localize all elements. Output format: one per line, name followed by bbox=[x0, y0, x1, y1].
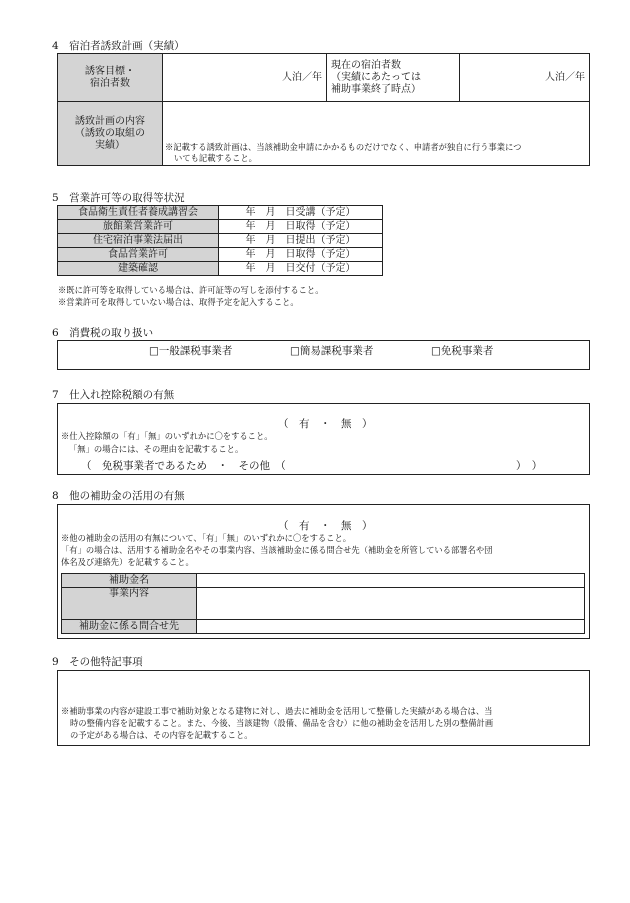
permit-label: 住宅宿泊事業法届出 bbox=[58, 234, 219, 248]
special-note-3: の予定がある場合は、その内容を記載すること。 bbox=[70, 730, 253, 740]
subsidy-name-label: 補助金名 bbox=[62, 574, 197, 588]
section-5-heading: 5 営業許可等の取得等状況 bbox=[52, 192, 185, 204]
special-note-1: ※補助事業の内容が建設工事で補助対象となる建物に対し、過去に補助金を活用して整備した実績がある場合は、当 bbox=[61, 706, 493, 716]
target-unit: 人泊／年 bbox=[282, 71, 322, 83]
other-subsidy-note-1: ※他の補助金の活用の有無について、「有」「無」のいずれかに〇をすること。 bbox=[61, 533, 352, 543]
target-value-cell[interactable] bbox=[163, 54, 327, 102]
permit-date[interactable]: 年 月 日取得（予定） bbox=[219, 248, 383, 262]
other-subsidy-table bbox=[61, 573, 585, 634]
subsidy-content-field[interactable] bbox=[197, 588, 585, 620]
plan-content-cell[interactable] bbox=[163, 102, 590, 166]
deduction-box bbox=[57, 403, 590, 475]
section-6-heading: 6 消費税の取り扱い bbox=[52, 327, 154, 339]
permit-label: 旅館業営業許可 bbox=[58, 220, 219, 234]
deduction-choice[interactable]: （ 有 ・ 無 ） bbox=[278, 418, 373, 430]
target-label-cell: 誘客目標・ 宿泊者数 bbox=[58, 54, 163, 102]
permit-date[interactable]: 年 月 日交付（予定） bbox=[219, 262, 383, 276]
permit-label: 食品衛生責任者養成講習会 bbox=[58, 206, 219, 220]
other-subsidy-note-2: 「有」の場合は、活用する補助金名やその事業内容、当該補助金に係る問合せ先（補助金を所管している部署名や団 bbox=[61, 545, 493, 555]
permit-label: 建築確認 bbox=[58, 262, 219, 276]
current-label-cell: 現在の宿泊者数 （実績にあたっては 補助事業終了時点） bbox=[327, 54, 460, 102]
permit-date[interactable]: 年 月 日提出（予定） bbox=[219, 234, 383, 248]
tax-option-exempt[interactable]: □免税事業者 bbox=[431, 345, 494, 357]
deduction-reason-close: ） ） bbox=[516, 460, 543, 472]
plan-note-1: ※記載する誘致計画は、当該補助金申請にかかるものだけでなく、申請者が独自に行う事業につ bbox=[165, 142, 522, 152]
tax-handling-box bbox=[57, 340, 590, 370]
current-unit: 人泊／年 bbox=[545, 71, 585, 83]
other-subsidy-choice[interactable]: （ 有 ・ 無 ） bbox=[278, 520, 373, 532]
permit-note-1: ※既に許可等を取得している場合は、許可証等の写しを添付すること。 bbox=[58, 285, 324, 295]
current-value-cell[interactable] bbox=[460, 54, 590, 102]
invitation-plan-table bbox=[57, 53, 590, 166]
subsidy-contact-field[interactable] bbox=[197, 620, 585, 634]
other-subsidy-box bbox=[57, 504, 590, 639]
subsidy-name-field[interactable] bbox=[197, 574, 585, 588]
section-8-heading: 8 他の補助金の活用の有無 bbox=[52, 490, 185, 502]
deduction-note-2: 「無」の場合には、その理由を記載すること。 bbox=[69, 444, 244, 454]
tax-option-simplified[interactable]: □簡易課税事業者 bbox=[290, 345, 374, 357]
section-4-heading: 4 宿泊者誘致計画（実績） bbox=[52, 40, 185, 52]
plan-note-2: いても記載すること。 bbox=[174, 152, 257, 163]
tax-option-general[interactable]: □一般課税事業者 bbox=[149, 345, 233, 357]
special-notes-box[interactable] bbox=[57, 670, 590, 746]
permit-date[interactable]: 年 月 日受講（予定） bbox=[219, 206, 383, 220]
section-7-heading: 7 仕入れ控除税額の有無 bbox=[52, 389, 175, 401]
subsidy-contact-label: 補助金に係る問合せ先 bbox=[62, 620, 197, 634]
permit-date[interactable]: 年 月 日取得（予定） bbox=[219, 220, 383, 234]
special-note-2: 時の整備内容を記載すること。また、今後、当該建物（設備、備品を含む）に他の補助金を活用した別の整備計画 bbox=[70, 718, 494, 728]
other-subsidy-note-3: 体名及び連絡先）を記載すること。 bbox=[61, 557, 194, 567]
subsidy-content-label: 事業内容 bbox=[62, 588, 197, 620]
permit-note-2: ※営業許可を取得していない場合は、取得予定を記入すること。 bbox=[58, 297, 299, 307]
deduction-reason[interactable]: （ 免税事業者であるため ・ その他 （ bbox=[81, 460, 286, 472]
section-9-heading: 9 その他特記事項 bbox=[52, 656, 143, 668]
permit-label: 食品営業許可 bbox=[58, 248, 219, 262]
plan-label-cell: 誘致計画の内容 （誘致の取組の 実績） bbox=[58, 102, 163, 166]
deduction-note-1: ※仕入控除額の「有」「無」のいずれかに〇をすること。 bbox=[61, 431, 273, 441]
permit-status-table bbox=[57, 205, 383, 276]
